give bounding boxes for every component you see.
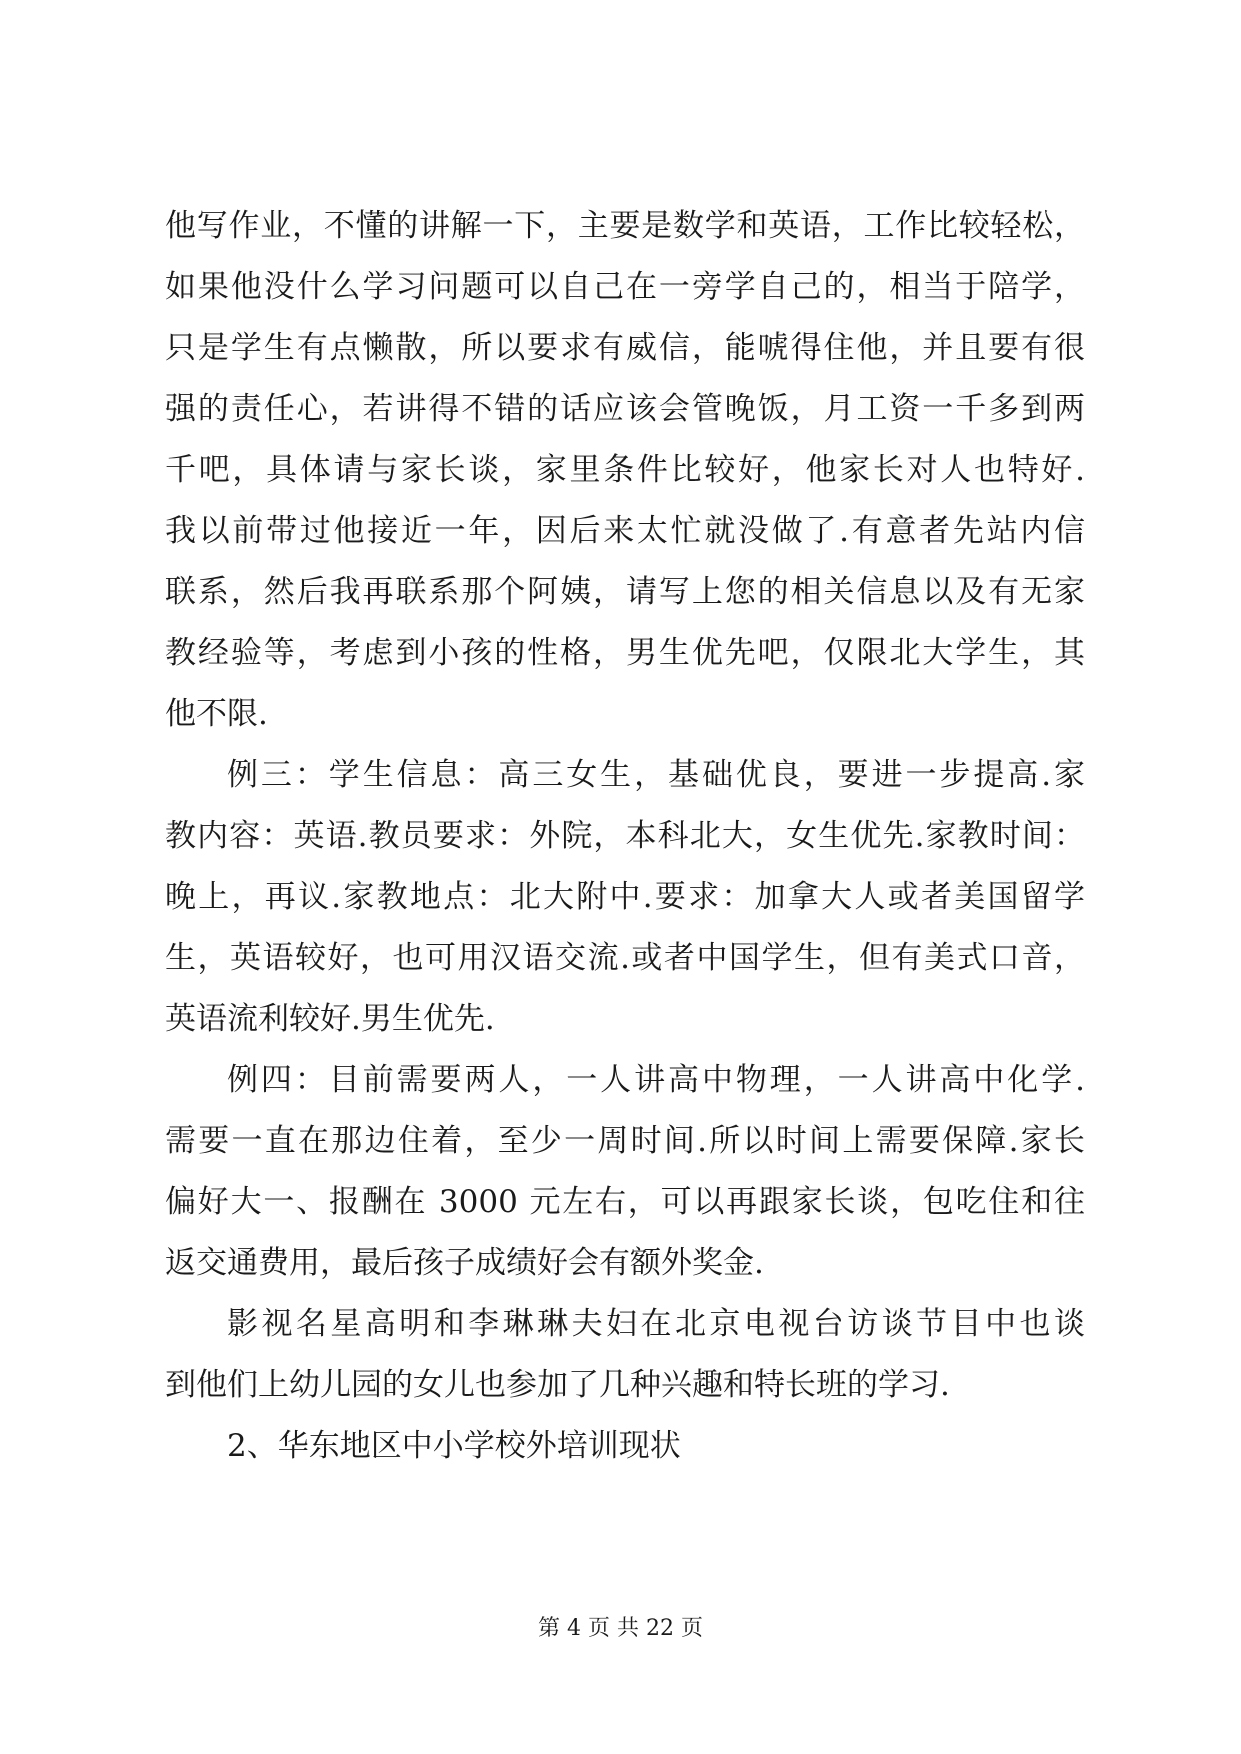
page-footer: 第 4 页 共 22 页 xyxy=(538,1616,703,1641)
text-line: 例四：目前需要两人，一人讲高中物理，一人讲高中化学. xyxy=(227,1062,1085,1098)
text-line: 偏好大一、报酬在 3000 元左右，可以再跟家长谈，包吃住和往 xyxy=(165,1184,1085,1220)
text-line: 返交通费用，最后孩子成绩好会有额外奖金. xyxy=(165,1245,764,1281)
body-text xyxy=(165,196,1085,1477)
text-line: 晚上，再议.家教地点：北大附中.要求：加拿大人或者美国留学 xyxy=(165,879,1085,915)
text-line: 教内容：英语.教员要求：外院，本科北大，女生优先.家教时间： xyxy=(165,818,1085,854)
text-line: 英语流利较好.男生优先. xyxy=(165,1001,495,1037)
text-line: 他写作业，不懂的讲解一下，主要是数学和英语，工作比较轻松， xyxy=(165,208,1085,244)
text-line: 需要一直在那边住着，至少一周时间.所以时间上需要保障.家长 xyxy=(165,1123,1085,1159)
text-line: 他不限. xyxy=(165,696,268,732)
text-line: 我以前带过他接近一年，因后来太忙就没做了.有意者先站内信 xyxy=(165,513,1085,549)
text-line: 生，英语较好，也可用汉语交流.或者中国学生，但有美式口音， xyxy=(165,940,1085,976)
text-line: 如果他没什么学习问题可以自己在一旁学自己的，相当于陪学， xyxy=(165,269,1085,305)
text-line: 影视名星高明和李琳琳夫妇在北京电视台访谈节目中也谈 xyxy=(227,1306,1085,1342)
text-line: 2、华东地区中小学校外培训现状 xyxy=(227,1428,681,1464)
text-line: 强的责任心，若讲得不错的话应该会管晚饭，月工资一千多到两 xyxy=(165,391,1085,427)
text-line: 例三：学生信息：高三女生，基础优良，要进一步提高.家 xyxy=(227,757,1085,793)
text-line: 千吧，具体请与家长谈，家里条件比较好，他家长对人也特好. xyxy=(165,452,1085,488)
text-line: 教经验等，考虑到小孩的性格，男生优先吧，仅限北大学生，其 xyxy=(165,635,1085,671)
text-line: 只是学生有点懒散，所以要求有威信，能唬得住他，并且要有很 xyxy=(165,330,1085,366)
text-line: 到他们上幼儿园的女儿也参加了几种兴趣和特长班的学习. xyxy=(165,1367,950,1403)
text-line: 联系，然后我再联系那个阿姨，请写上您的相关信息以及有无家 xyxy=(165,574,1085,610)
